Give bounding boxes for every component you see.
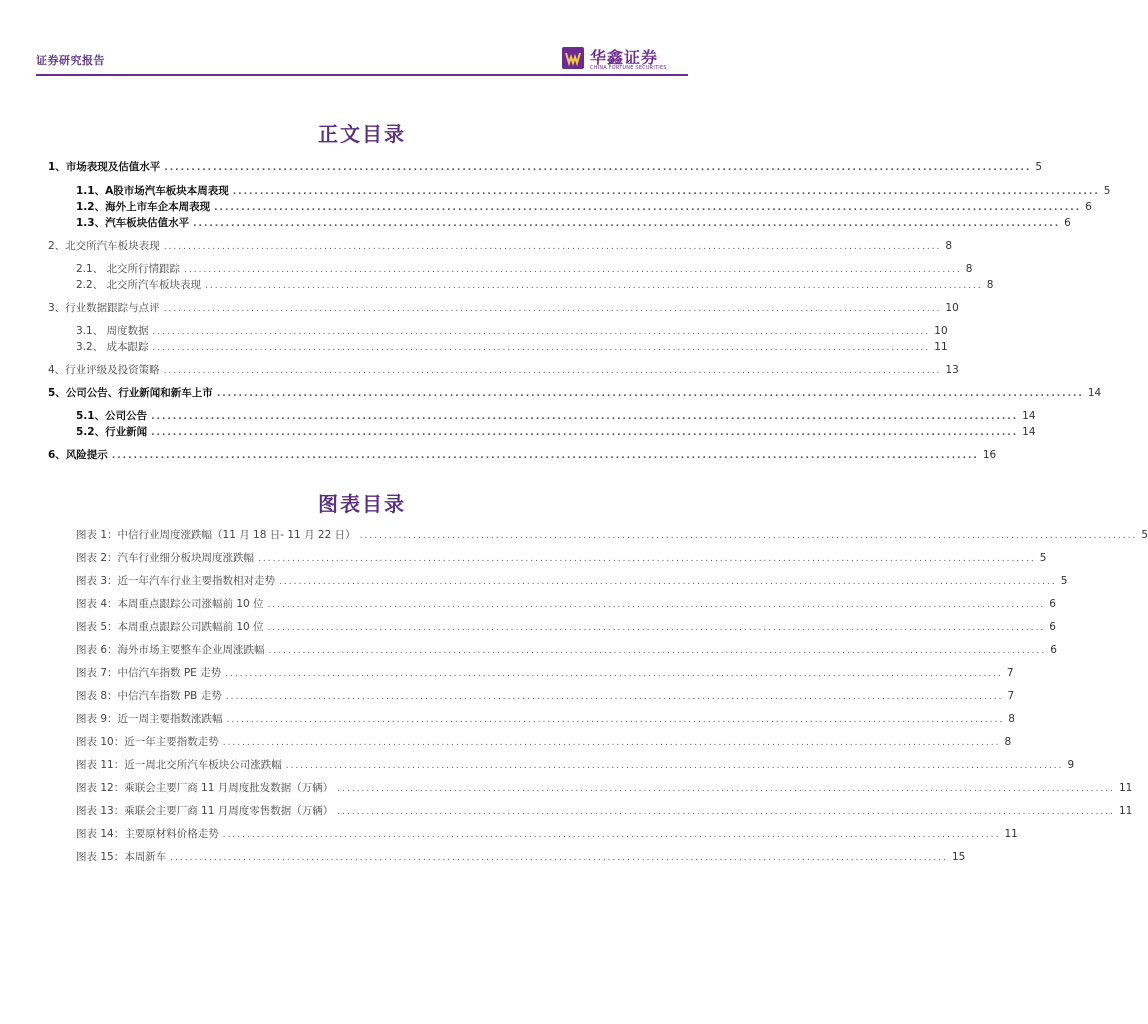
dot-leader: ................................................................................................................................................................ [232,187,1100,197]
toc-entry-page: 13 [945,364,959,376]
dot-leader: ................................................................................................................................................................ [151,428,1019,438]
figure-entry-label: 图表 1：中信行业周度涨跌幅（11 月 18 日- 11 月 22 日） [76,529,356,541]
toc-entry-number: 5、 [48,387,66,399]
brand-logo [562,46,682,74]
toc-entry-page: 6 [1085,201,1092,213]
toc-entry[interactable] [76,262,973,276]
toc-entry-label: 3.2、 成本跟踪 [76,341,149,353]
toc-entry[interactable] [76,324,948,338]
figure-entry-label: 图表 11：近一周北交所汽车板块公司涨跌幅 [76,759,282,771]
dot-leader: ................................................................................................................................................................ [170,853,948,863]
dot-leader: ................................................................................................................................................................ [111,451,979,461]
toc-entry-page: 5 [1035,161,1043,173]
toc-entry-page: 8 [986,279,994,291]
toc-entry-label: 行业评级及投资策略 [65,364,160,376]
figure-entry-label: 图表 4：本周重点跟踪公司涨幅前 10 位 [76,598,264,610]
dot-leader: ................................................................................................................................................................ [359,531,1138,541]
toc-entry[interactable] [76,425,1036,439]
figure-entry-page: 7 [1007,690,1015,702]
dot-leader: ................................................................................................................................................................ [205,281,983,291]
dot-leader: ................................................................................................................................................................ [285,761,1064,771]
figure-entry-label: 图表 15：本周新车 [76,851,167,863]
toc-entry[interactable] [76,200,1092,214]
figure-entry-page: 11 [1004,828,1018,840]
figure-entry[interactable] [76,620,1056,634]
dot-leader: ................................................................................................................................................................ [214,203,1082,213]
toc-entry-label: 1.2、海外上市车企本周表现 [76,201,211,213]
dot-leader: ................................................................................................................................................................ [222,738,1001,748]
figure-entry[interactable] [76,528,1148,542]
figure-entry-label: 图表 13：乘联会主要厂商 11 月周度零售数据（万辆） [76,805,334,817]
figure-entry-page: 15 [951,851,966,863]
toc-entry-page: 14 [1022,410,1036,422]
toc-entry-number: 3、 [48,302,66,314]
header-divider [36,74,688,76]
dot-leader: ................................................................................................................................................................ [163,304,942,314]
toc-entry-page: 10 [945,302,959,314]
toc-entry-label: 北交所汽车板块表现 [65,240,160,252]
toc-entry[interactable] [76,184,1111,198]
toc-entry-page: 11 [934,341,948,353]
dot-leader: ................................................................................................................................................................ [226,715,1005,725]
figure-entry-page: 7 [1006,667,1014,679]
toc-entry[interactable] [48,301,959,315]
toc-entry-number: 1、 [48,161,66,173]
toc-entry[interactable] [76,409,1036,423]
figure-entry-label: 图表 9：近一周主要指数涨跌幅 [76,713,223,725]
figure-entry-page: 5 [1039,552,1047,564]
dot-leader: ................................................................................................................................................................ [184,265,962,275]
toc-entry-page: 5 [1103,185,1111,197]
toc-entry-label: 2.2、 北交所汽车板块表现 [76,279,202,291]
dot-leader: ................................................................................................................................................................ [268,646,1047,656]
dot-leader: ................................................................................................................................................................ [337,807,1115,817]
toc-entry-label: 市场表现及估值水平 [65,161,161,173]
toc-entry-page: 8 [965,263,973,275]
toc-entry-label: 公司公告、行业新闻和新车上市 [65,387,213,399]
toc-entry[interactable] [76,216,1071,230]
toc-entry[interactable] [76,278,994,292]
figure-entry-page: 8 [1004,736,1012,748]
toc-entry-label: 3.1、 周度数据 [76,325,149,337]
figure-entry-label: 图表 5：本周重点跟踪公司跌幅前 10 位 [76,621,264,633]
toc-entry-label: 2.1、 北交所行情跟踪 [76,263,181,275]
figure-entry[interactable] [76,597,1056,611]
figure-entry-label: 图表 6：海外市场主要整车企业周涨跌幅 [76,644,265,656]
figure-entry-label: 图表 14：主要原材料价格走势 [76,828,219,840]
dot-leader: ................................................................................................................................................................ [163,366,942,376]
figure-entry-label: 图表 2：汽车行业细分板块周度涨跌幅 [76,552,255,564]
toc-entry-page: 14 [1022,426,1036,438]
figure-entry-page: 8 [1008,713,1015,725]
dot-leader: ................................................................................................................................................................ [267,623,1046,633]
figure-entry-label: 图表 3：近一年汽车行业主要指数相对走势 [76,575,276,587]
figures-title: 图表目录 [318,492,406,516]
figure-entry-page: 5 [1141,529,1148,541]
dot-leader: ................................................................................................................................................................ [152,343,931,353]
toc-entry-label: 行业数据跟踪与点评 [65,302,160,314]
toc-entry[interactable] [48,448,997,462]
dot-leader: ................................................................................................................................................................ [337,784,1115,794]
figure-entry[interactable] [76,735,1012,749]
figure-entry[interactable] [76,689,1015,703]
figure-entry[interactable] [76,827,1018,841]
dot-leader: ................................................................................................................................................................ [193,219,1061,229]
dot-leader: ................................................................................................................................................................ [225,692,1004,702]
toc-entry-label: 1.3、汽车板块估值水平 [76,217,190,229]
toc-entry-number: 6、 [48,449,66,461]
toc-entry-label: 5.2、行业新闻 [76,426,148,438]
dot-leader: ................................................................................................................................................................ [258,554,1036,564]
dot-leader: ................................................................................................................................................................ [163,242,942,252]
toc-entry-page: 16 [982,449,997,461]
figure-entry-label: 图表 7：中信汽车指数 PE 走势 [76,667,222,679]
logo-english-name: CHINA FORTUNE SECURITIES [590,65,667,71]
figure-entry-page: 6 [1049,598,1056,610]
toc-entry[interactable] [48,363,959,377]
figure-entry[interactable] [76,850,966,864]
logo-chinese-name: 华鑫证券 [590,48,659,67]
figure-entry-page: 6 [1050,644,1057,656]
dot-leader: ................................................................................................................................................................ [216,389,1084,399]
dot-leader: ................................................................................................................................................................ [152,327,931,337]
toc-entry-number: 4、 [48,364,66,376]
toc-entry-page: 10 [934,325,948,337]
toc-entry-page: 6 [1064,217,1071,229]
dot-leader: ................................................................................................................................................................ [222,830,1001,840]
toc-entry-label: 1.1、A股市场汽车板块本周表现 [76,185,229,197]
figure-entry-label: 图表 12：乘联会主要厂商 11 月周度批发数据（万辆） [76,782,334,794]
figure-entry-page: 11 [1118,805,1133,817]
toc-entry[interactable] [76,340,948,354]
toc-entry[interactable] [48,386,1102,400]
toc-entry-label: 风险提示 [65,449,108,461]
toc-entry-page: 14 [1087,387,1102,399]
toc-title: 正文目录 [318,122,406,146]
toc-entry-number: 2、 [48,240,66,252]
dot-leader: ................................................................................................................................................................ [164,163,1032,173]
figure-entry[interactable] [76,643,1057,657]
figure-entry[interactable] [76,712,1015,726]
figure-entry-page: 6 [1049,621,1056,633]
figure-entry[interactable] [76,804,1133,818]
figure-entry[interactable] [76,666,1014,680]
toc-entry-label: 5.1、公司公告 [76,410,148,422]
figure-entry[interactable] [76,781,1133,795]
figure-entry[interactable] [76,551,1047,565]
toc-entry-page: 8 [945,240,953,252]
dot-leader: ................................................................................................................................................................ [267,600,1046,610]
figure-entry[interactable] [76,758,1075,772]
figure-entry[interactable] [76,574,1068,588]
dot-leader: ................................................................................................................................................................ [151,412,1019,422]
figure-entry-page: 9 [1067,759,1075,771]
figure-entry-page: 11 [1118,782,1133,794]
toc-entry[interactable] [48,160,1043,174]
toc-entry[interactable] [48,239,953,253]
dot-leader: ................................................................................................................................................................ [279,577,1057,587]
dot-leader: ................................................................................................................................................................ [225,669,1003,679]
figure-entry-label: 图表 10：近一年主要指数走势 [76,736,219,748]
figure-entry-label: 图表 8：中信汽车指数 PB 走势 [76,690,222,702]
report-type-label: 证券研究报告 [36,54,105,67]
figure-entry-page: 5 [1060,575,1068,587]
logo-mark-icon [562,47,584,69]
